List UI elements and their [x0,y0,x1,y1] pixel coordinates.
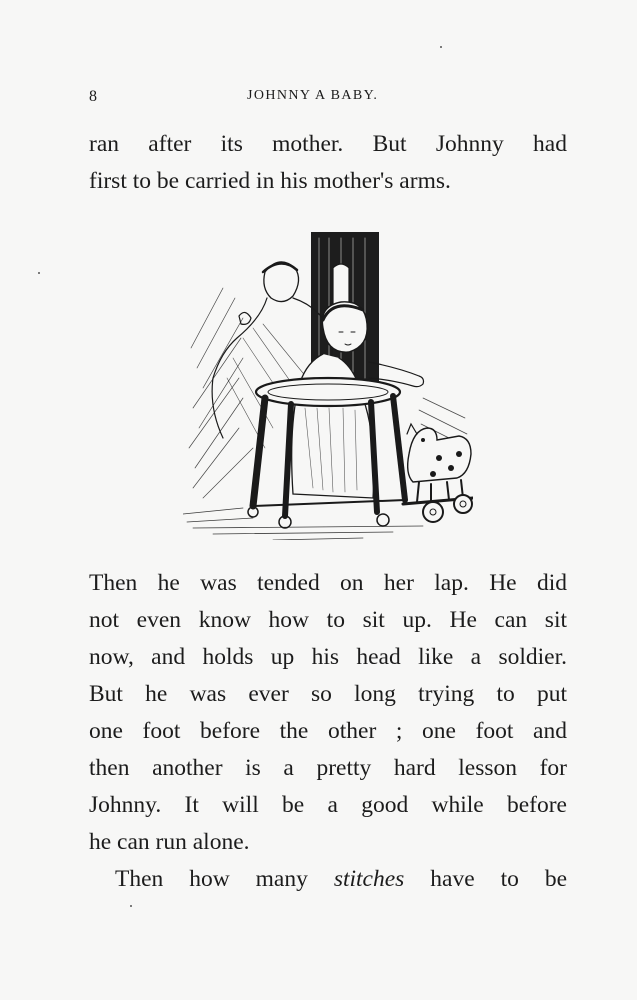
paper-speck [440,46,442,48]
text-block-top [89,126,567,200]
text-line: then another is a pretty hard lesson for [89,755,567,781]
page-header [89,88,567,110]
text-line: not even know how to sit up. He can sit [89,607,567,633]
page-number: 8 [89,88,98,105]
paper-speck [130,905,132,907]
paper-speck [38,272,40,274]
text-line: first to be carried in his mother's arms. [89,168,451,194]
text-line: Then he was tended on her lap. He did [89,570,567,596]
text-line [89,861,567,898]
running-title: JOHNNY A BABY. [247,88,379,103]
text-fragment: Then how many [115,866,334,892]
baby-in-walker-engraving-icon [183,228,473,540]
italic-word: stitches [333,866,405,892]
text-line: But he was ever so long trying to put [89,681,567,707]
text-line: he can run alone. [89,829,250,855]
text-line: ran after its mother. But Johnny had [89,131,567,157]
text-fragment: have to be [404,866,568,892]
text-line: now, and holds up his head like a soldier. [89,644,567,670]
text-line: Johnny. It will be a good while before [89,792,567,818]
text-line: one foot before the other ; one foot and [89,718,567,744]
illustration [183,228,473,540]
text-block-bottom [89,565,567,898]
